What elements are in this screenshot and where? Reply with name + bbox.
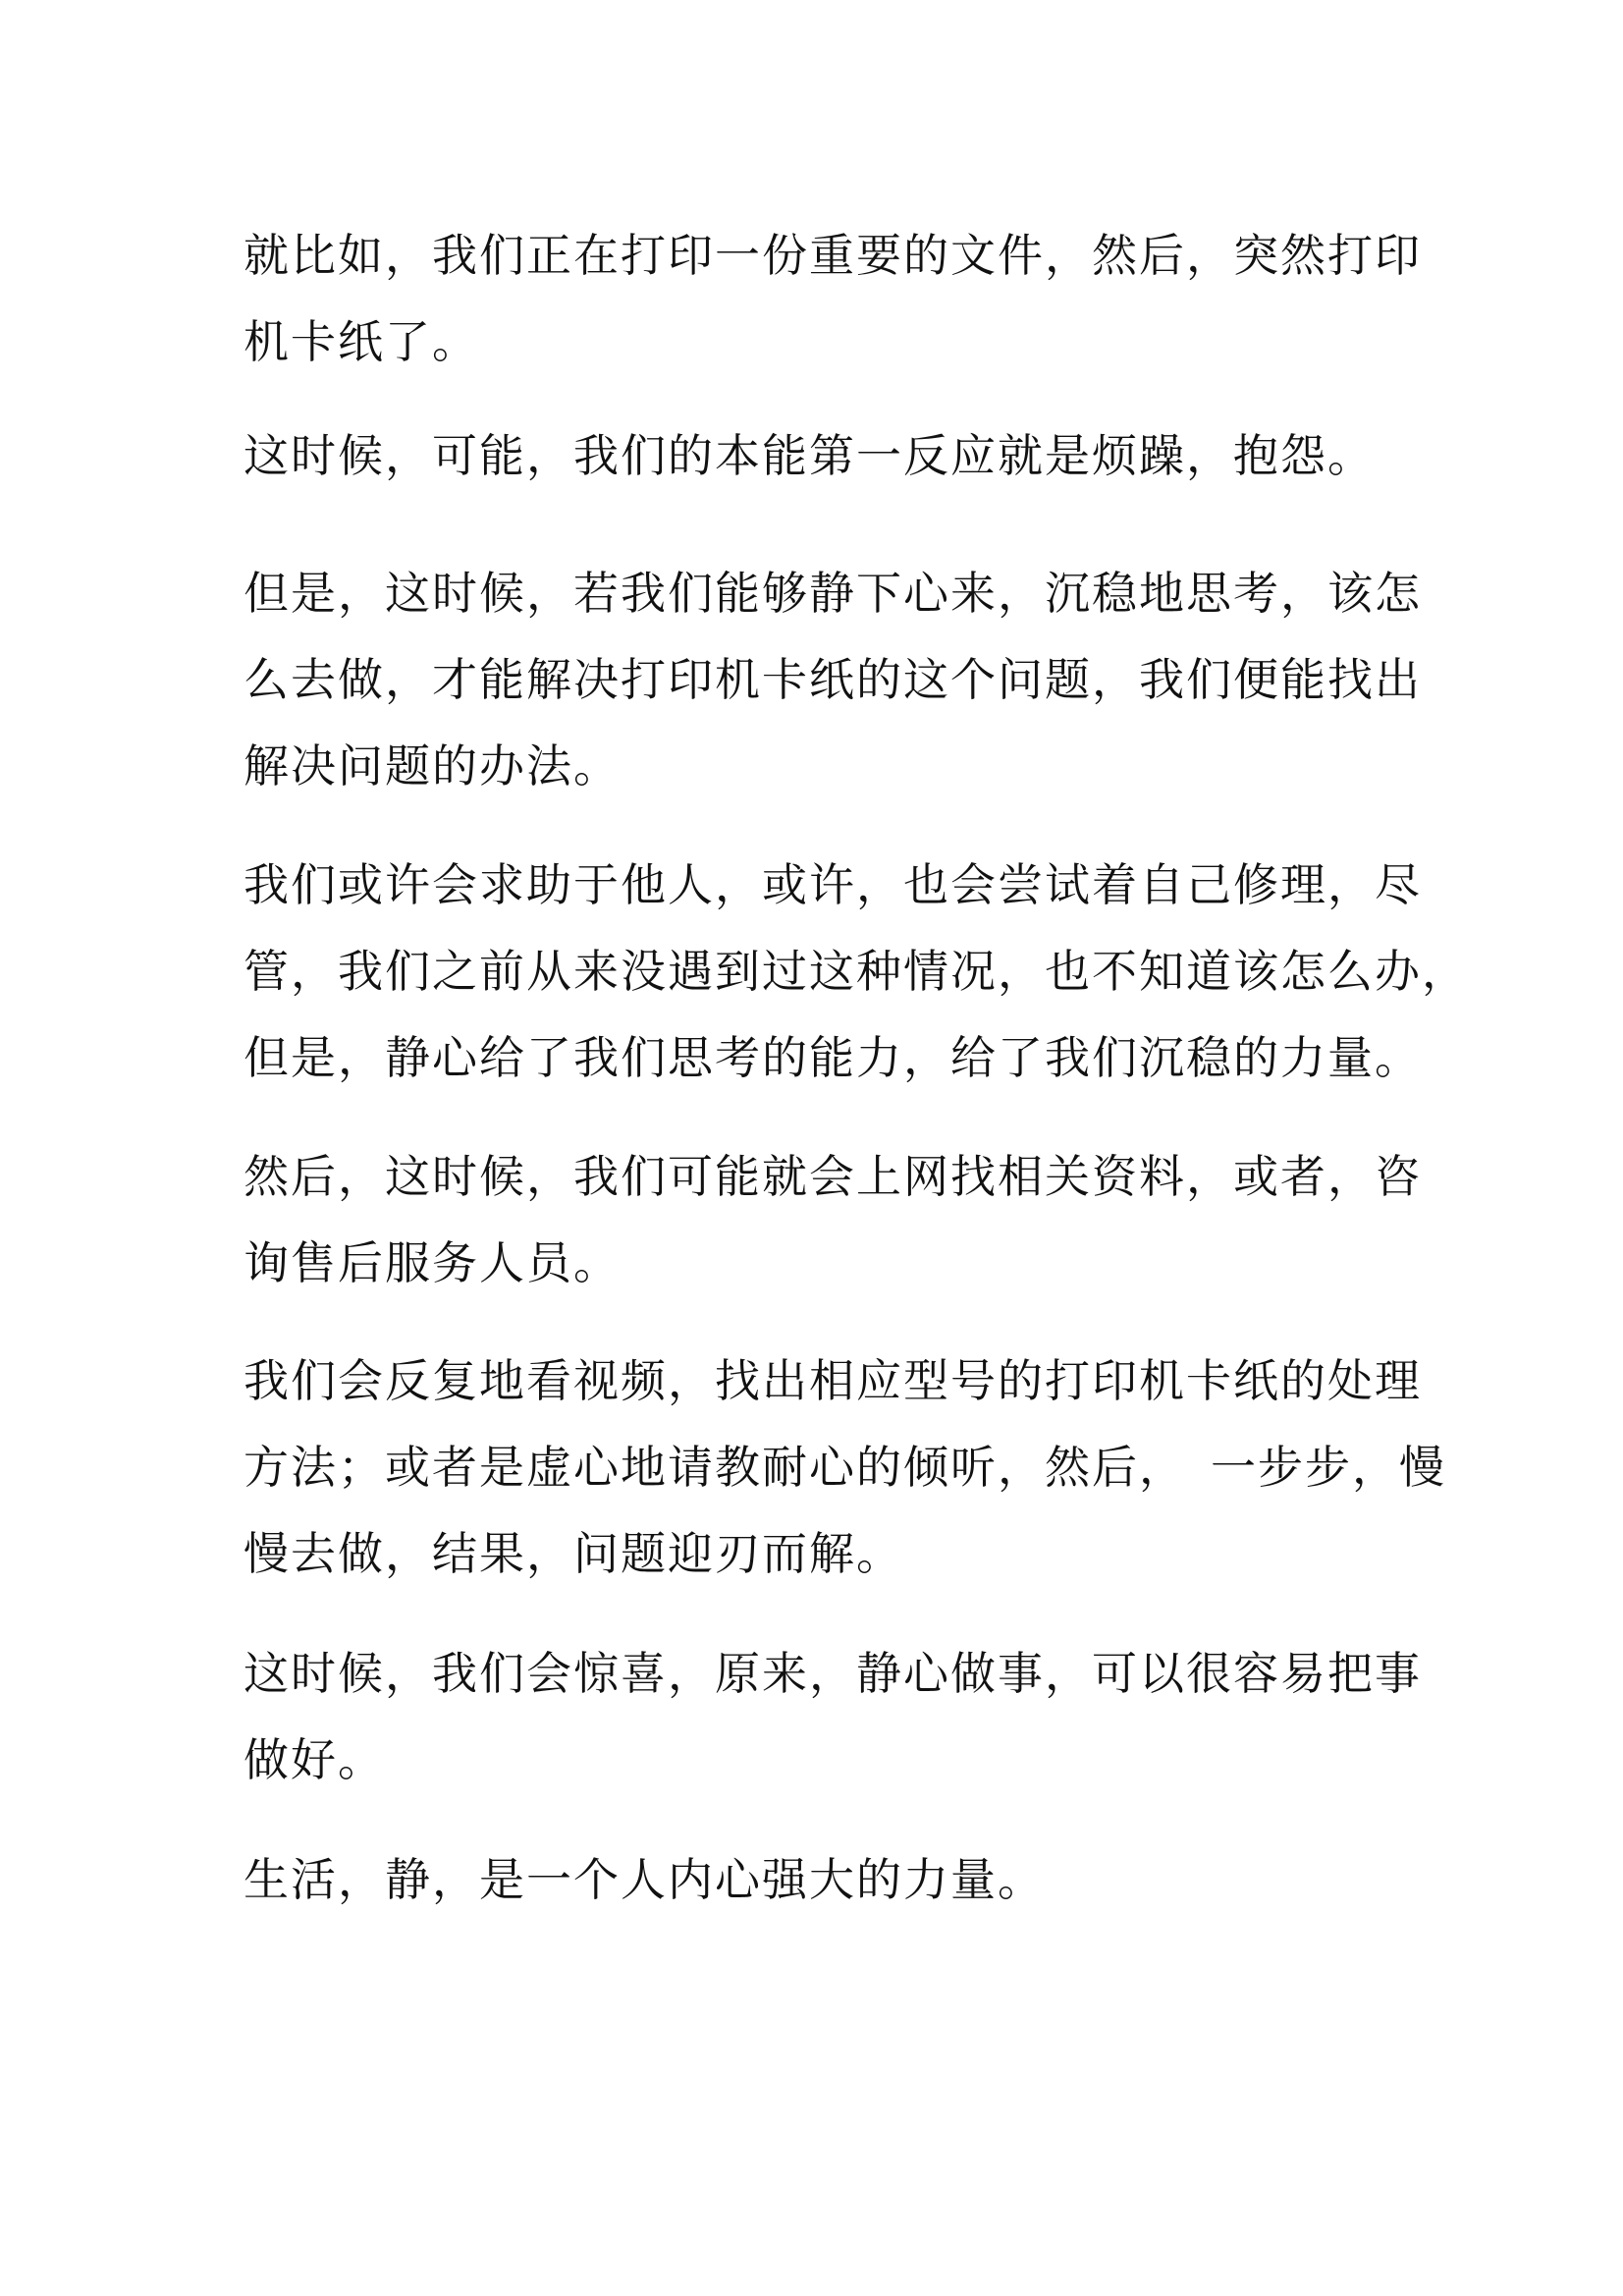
paragraph-6 bbox=[243, 1338, 1446, 1597]
text-line: 就比如，我们正在打印一份重要的文件，然后，突然打印 bbox=[243, 229, 1422, 282]
paragraph-5 bbox=[243, 1133, 1422, 1306]
paragraph-2 bbox=[243, 412, 1402, 499]
text-line: 解决问题的办法。 bbox=[243, 739, 621, 793]
paragraph-8 bbox=[243, 1836, 1402, 1923]
text-line: 管，我们之前从来没遇到过这种情况，也不知道该怎么办， bbox=[243, 945, 1469, 998]
text-line: 这时候，我们会惊喜，原来，静心做事，可以很容易把事 bbox=[243, 1647, 1422, 1700]
text-line: 但是，静心给了我们思考的能力，给了我们沉稳的力量。 bbox=[243, 1031, 1422, 1084]
paragraph-1 bbox=[243, 212, 1422, 385]
text-line: 生活，静，是一个人内心强大的力量。 bbox=[243, 1853, 1045, 1906]
paragraph-7 bbox=[243, 1630, 1422, 1803]
paragraph-4 bbox=[243, 842, 1469, 1101]
text-line: 做好。 bbox=[243, 1733, 385, 1786]
text-line: 机卡纸了。 bbox=[243, 315, 479, 368]
text-line: 但是，这时候，若我们能够静下心来，沉稳地思考，该怎 bbox=[243, 567, 1422, 620]
text-line: 询售后服务人员。 bbox=[243, 1236, 621, 1289]
text-line: 方法；或者是虚心地请教耐心的倾听，然后， 一步步，慢 bbox=[243, 1441, 1446, 1494]
text-line: 我们会反复地看视频，找出相应型号的打印机卡纸的处理 bbox=[243, 1354, 1422, 1407]
text-line: 慢去做，结果，问题迎刃而解。 bbox=[243, 1527, 903, 1580]
text-line: 这时候，可能，我们的本能第一反应就是烦躁，抱怨。 bbox=[243, 429, 1375, 482]
text-line: 然后，这时候，我们可能就会上网找相关资料，或者，咨 bbox=[243, 1150, 1422, 1203]
text-line: 么去做，才能解决打印机卡纸的这个问题，我们便能找出 bbox=[243, 653, 1422, 706]
text-line: 我们或许会求助于他人，或许，也会尝试着自己修理，尽 bbox=[243, 858, 1422, 911]
paragraph-3 bbox=[243, 550, 1422, 809]
